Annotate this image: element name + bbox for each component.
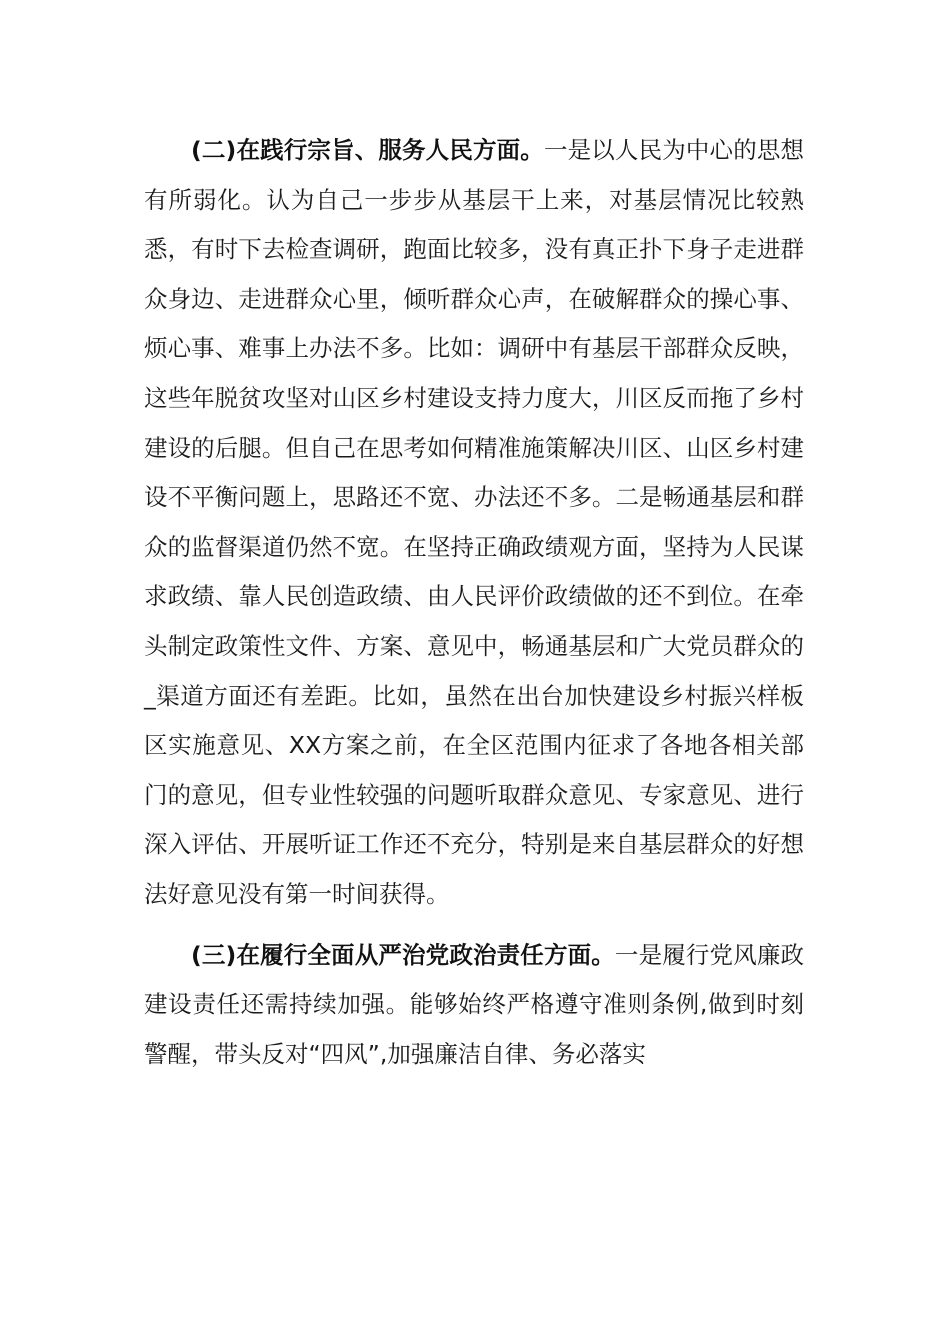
section-heading-party-governance: (三)在履行全面从严治党政治责任方面。 [191,940,615,969]
document-body [144,126,804,1079]
paragraph-text-service-people: 一是以人民为中心的思想有所弱化。认为自己一步步从基层干上来，对基层情况比较熟悉，有时下去检查调研，跑面比较多，没有真正扑下身子走进群众身边、走进群众心里，倾听群众心声，在破解群众的操心事、烦心事、难事上办法不多。比如：调研中有基层干部群众反映，这些年脱贫攻坚对山区乡村建设支持力度大，川区反而拖了乡村建设的后腿。但自己在思考如何精准施策解决川区、山区乡村建设不平衡问题上，思路还不宽、办法还不多。二是畅通基层和群众的监督渠道仍然不宽。在坚持正确政绩观方面，坚持为人民谋求政绩、靠人民创造政绩、由人民评价政绩做的还不到位。在牵头制定政策性文件、方案、意见中，畅通基层和广大党员群众的_渠道方面还有差距。比如，虽然在出台加快建设乡村振兴样板区实施意见、XX方案之前，在全区范围内征求了各地各相关部门的意见，但专业性较强的问题听取群众意见、专家意见、进行深入评估、开展听证工作还不充分，特别是来自基层群众的好想法好意见没有第一时间获得。 [144,136,804,908]
paragraph-service-people [144,126,804,920]
paragraph-party-governance [144,931,804,1080]
section-heading-service-people: (二)在践行宗旨、服务人民方面。 [191,136,544,164]
paragraph-text-party-governance: 一是履行党风廉政建设责任还需持续加强。能够始终严格遵守准则条例,做到时刻警醒，带头反对“四风”,加强廉洁自律、务必落实 [144,940,805,1068]
